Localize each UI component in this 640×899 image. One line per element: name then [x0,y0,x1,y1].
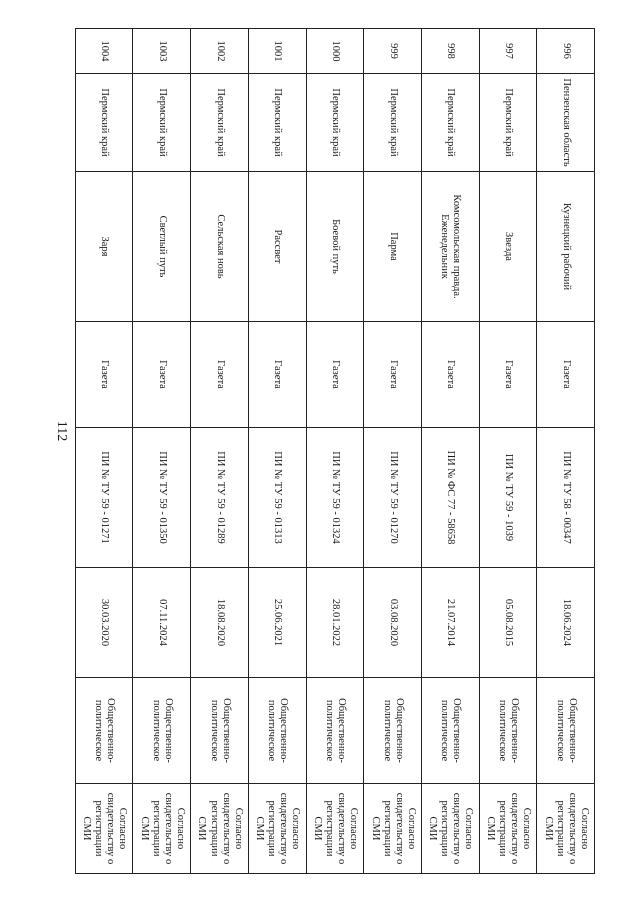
table-row [133,29,191,874]
row-type: Газета [537,322,595,428]
row-region: Пензенская область [537,74,595,172]
row-date: 18.06.2024 [537,568,595,678]
row-basis: Согласно свидетельству о регистрации СМИ [537,784,595,874]
row-number: 1004 [75,29,133,74]
table-row [421,29,479,874]
row-basis: Согласно свидетельству о регистрации СМИ [191,784,249,874]
row-date: 21.07.2014 [421,568,479,678]
row-type: Газета [133,322,191,428]
row-topic: Общественно-политическое [479,678,537,784]
row-region: Пермский край [479,74,537,172]
row-basis: Согласно свидетельству о регистрации СМИ [306,784,364,874]
row-number: 1003 [133,29,191,74]
row-registration: ПИ № ТУ 59 - 01271 [75,428,133,568]
row-region: Пермский край [364,74,422,172]
row-registration: ПИ № ТУ 58 - 00347 [537,428,595,568]
row-basis: Согласно свидетельству о регистрации СМИ [248,784,306,874]
row-topic: Общественно-политическое [248,678,306,784]
row-title: Сельская новь [191,172,249,322]
table-row [537,29,595,874]
row-basis: Согласно свидетельству о регистрации СМИ [479,784,537,874]
row-topic: Общественно-политическое [537,678,595,784]
row-date: 03.08.2020 [364,568,422,678]
row-title: Парма [364,172,422,322]
table-row [479,29,537,874]
row-type: Газета [306,322,364,428]
row-region: Пермский край [191,74,249,172]
row-topic: Общественно-политическое [133,678,191,784]
row-registration: ПИ № ТУ 59 - 01324 [306,428,364,568]
row-topic: Общественно-политическое [306,678,364,784]
row-title: Комсомольская правда. Еженедельник [421,172,479,322]
row-title: Боевой путь [306,172,364,322]
row-number: 998 [421,29,479,74]
table-row [364,29,422,874]
row-number: 1001 [248,29,306,74]
row-basis: Согласно свидетельству о регистрации СМИ [421,784,479,874]
table-row [75,29,133,874]
row-date: 28.01.2022 [306,568,364,678]
row-title: Рассвет [248,172,306,322]
row-region: Пермский край [306,74,364,172]
table-body [75,29,594,874]
row-number: 1000 [306,29,364,74]
row-region: Пермский край [248,74,306,172]
row-title: Звезда [479,172,537,322]
row-type: Газета [191,322,249,428]
row-number: 997 [479,29,537,74]
row-type: Газета [75,322,133,428]
media-registry-table [75,28,595,874]
row-basis: Согласно свидетельству о регистрации СМИ [133,784,191,874]
row-region: Пермский край [133,74,191,172]
rotated-table-wrapper [75,28,595,873]
row-type: Газета [479,322,537,428]
row-registration: ПИ № ТУ 59 - 01313 [248,428,306,568]
row-registration: ПИ № ТУ 59 - 1039 [479,428,537,568]
row-number: 999 [364,29,422,74]
row-date: 25.06.2021 [248,568,306,678]
row-registration: ПИ № ТУ 59 - 01289 [191,428,249,568]
row-date: 07.11.2024 [133,568,191,678]
row-title: Кузнецкий рабочий [537,172,595,322]
row-basis: Согласно свидетельству о регистрации СМИ [75,784,133,874]
row-topic: Общественно-политическое [191,678,249,784]
row-number: 1002 [191,29,249,74]
row-type: Газета [248,322,306,428]
row-region: Пермский край [75,74,133,172]
row-topic: Общественно-политическое [75,678,133,784]
row-number: 996 [537,29,595,74]
row-basis: Согласно свидетельству о регистрации СМИ [364,784,422,874]
row-registration: ПИ № ТУ 59 - 01270 [364,428,422,568]
row-type: Газета [364,322,422,428]
table-row [191,29,249,874]
table-row [306,29,364,874]
row-date: 30.03.2020 [75,568,133,678]
row-date: 18.08.2020 [191,568,249,678]
row-topic: Общественно-политическое [364,678,422,784]
row-registration: ПИ № ФС 77 - 58658 [421,428,479,568]
page-number: 112 [54,420,69,442]
row-date: 05.08.2015 [479,568,537,678]
row-type: Газета [421,322,479,428]
table-row [248,29,306,874]
row-region: Пермский край [421,74,479,172]
row-title: Заря [75,172,133,322]
row-title: Светлый путь [133,172,191,322]
row-registration: ПИ № ТУ 59 - 01350 [133,428,191,568]
row-topic: Общественно-политическое [421,678,479,784]
